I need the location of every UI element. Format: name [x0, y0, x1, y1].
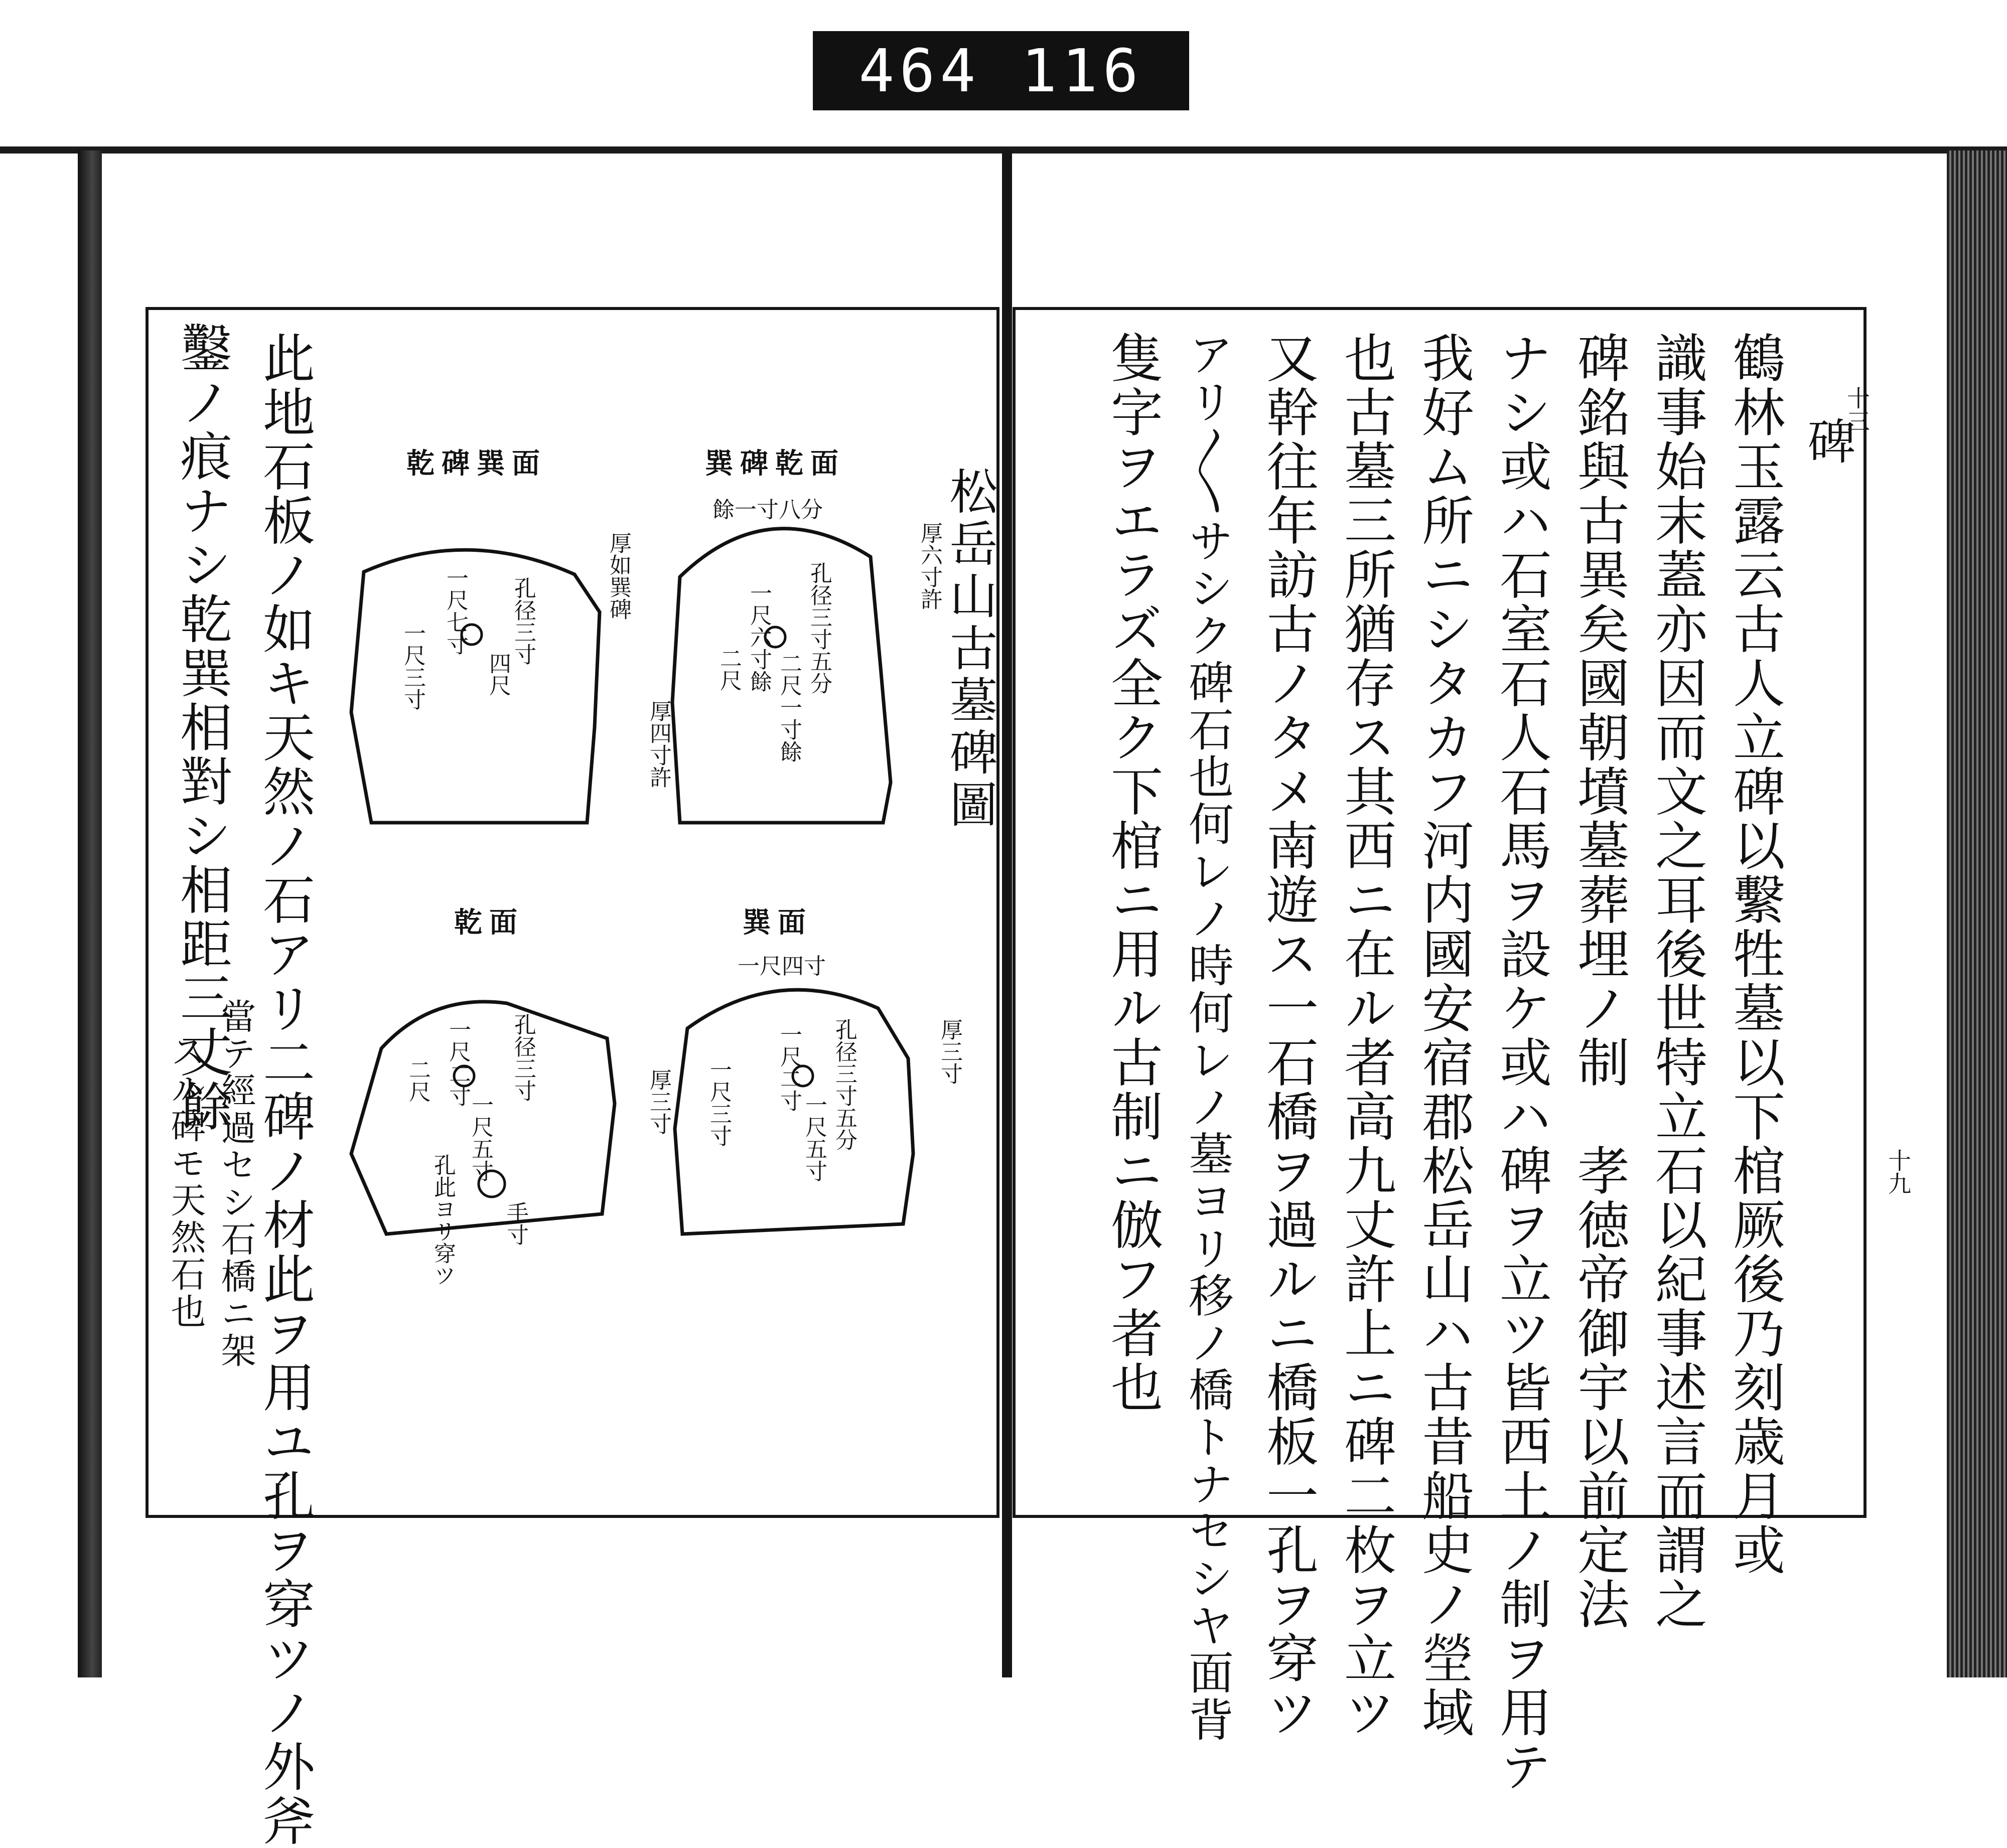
dimension-xun-front-2: 二尺一寸餘 — [776, 652, 802, 762]
thickness-note-xun-back: 厚三寸 — [937, 1018, 962, 1085]
right-text-column-6: 也古墓三所猶存ス其西ニ在ル者高九丈許上ニ碑二枚ヲ立ツ — [1335, 331, 1396, 1740]
stone-label-xun-front: 巽碑乾面 — [705, 447, 845, 480]
serial-number-label: 464 116 — [813, 31, 1189, 110]
figure-title: 松岳山古墓碑圖 — [942, 467, 998, 832]
right-text-column-2: 識事始末蓋亦因而文之耳後世特立石以紀事述言而謂之 — [1646, 331, 1707, 1631]
left-note-column-1: 當テ經過セシ石橋ニ架 — [215, 998, 256, 1369]
section-number: 十三 — [1843, 386, 1871, 432]
dimension-qian-back-4: 二尺 — [405, 1058, 431, 1103]
dimension-xun-back-1: 一尺二寸 — [776, 1023, 802, 1112]
thickness-note-xun-front-2: 厚四寸許 — [646, 700, 671, 788]
dimension-qian-front-2: 四尺 — [485, 652, 511, 696]
dimension-qian-back-2: 一尺五寸 — [468, 1094, 493, 1182]
dimension-qian-front-4: 一尺三寸 — [400, 622, 425, 710]
top-note-xun-front: 餘一寸八分 — [712, 497, 823, 523]
right-text-column-9: 隻字ヲエラズ全ク下棺ニ用ル古制ニ倣フ者也 — [1102, 331, 1163, 1415]
right-text-column-7: 又幹往年訪古ノタメ南遊ス一石橋ヲ過ルニ橋板一孔ヲ穿ツ — [1257, 331, 1319, 1740]
right-text-column-1: 鶴林玉露云古人立碑以繫牲墓以下棺厥後乃刻歳月或 — [1724, 331, 1785, 1577]
margin-page-number: 十九 — [1885, 1149, 1912, 1195]
dimension-xun-front-1: 一尺六寸餘 — [746, 582, 772, 692]
dimension-xun-back-4: 一尺三寸 — [706, 1058, 732, 1147]
right-text-column-4: ナシ或ハ石室石人石馬ヲ設ケ或ハ碑ヲ立ツ皆西土ノ制ヲ用テ — [1491, 331, 1552, 1794]
right-text-column-3: 碑銘與古異矣國朝墳墓葬埋ノ制 孝徳帝御宇以前定法 — [1568, 331, 1630, 1631]
thickness-note-xun-front: 厚六寸許 — [917, 522, 942, 610]
thickness-note-qian-front: 厚如巽碑 — [606, 532, 631, 620]
top-note-xun-back: 一尺四寸 — [738, 954, 826, 979]
left-text-column-1: 此地石板ノ如キ天然ノ石アリ二碑ノ材此ヲ用ユ孔ヲ穿ツノ外斧 — [254, 331, 315, 1848]
stone-label-qian-back: 乾面 — [454, 906, 524, 939]
left-note-column-2: スル碑モ天然石也 — [165, 1033, 206, 1330]
dimension-qian-back-3: 孔径三寸 — [510, 1013, 536, 1102]
dimension-qian-back-5: 孔此ヨリ穿ツ — [430, 1154, 456, 1286]
stone-label-qian-front: 乾碑巽面 — [406, 447, 547, 480]
right-text-column-8: アリ〳〵サシク碑石也何レノ時何レノ墓ヨリ移ノ橋トナセシヤ面背 — [1181, 331, 1233, 1744]
left-text-column-2: 鑿ノ痕ナシ乾巽相對シ相距三丈餘 — [171, 321, 232, 1134]
dimension-xun-front-3: 孔径三寸五分 — [806, 562, 832, 694]
dimension-qian-front-3: 孔径三寸 — [510, 577, 536, 665]
dimension-xun-back-2: 一尺五寸 — [801, 1094, 827, 1182]
thickness-note-xun-back-2: 厚三寸 — [646, 1068, 671, 1135]
dimension-qian-front-1: 一尺七寸 — [443, 567, 468, 655]
dimension-xun-front-4: 二尺 — [716, 647, 742, 691]
dimension-xun-back-3: 孔径三寸五分 — [831, 1018, 857, 1151]
stone-outline-qian-front — [351, 550, 600, 823]
dimension-qian-back-1: 一尺二寸 — [445, 1018, 471, 1107]
stone-label-xun-back: 巽面 — [743, 906, 813, 939]
right-text-column-5: 我好ム所ニシタカフ河内國安宿郡松岳山ハ古昔船史ノ塋域 — [1413, 331, 1474, 1740]
section-title: 碑 — [1800, 416, 1856, 469]
hole-note-qian-back: 手寸 — [503, 1201, 528, 1246]
